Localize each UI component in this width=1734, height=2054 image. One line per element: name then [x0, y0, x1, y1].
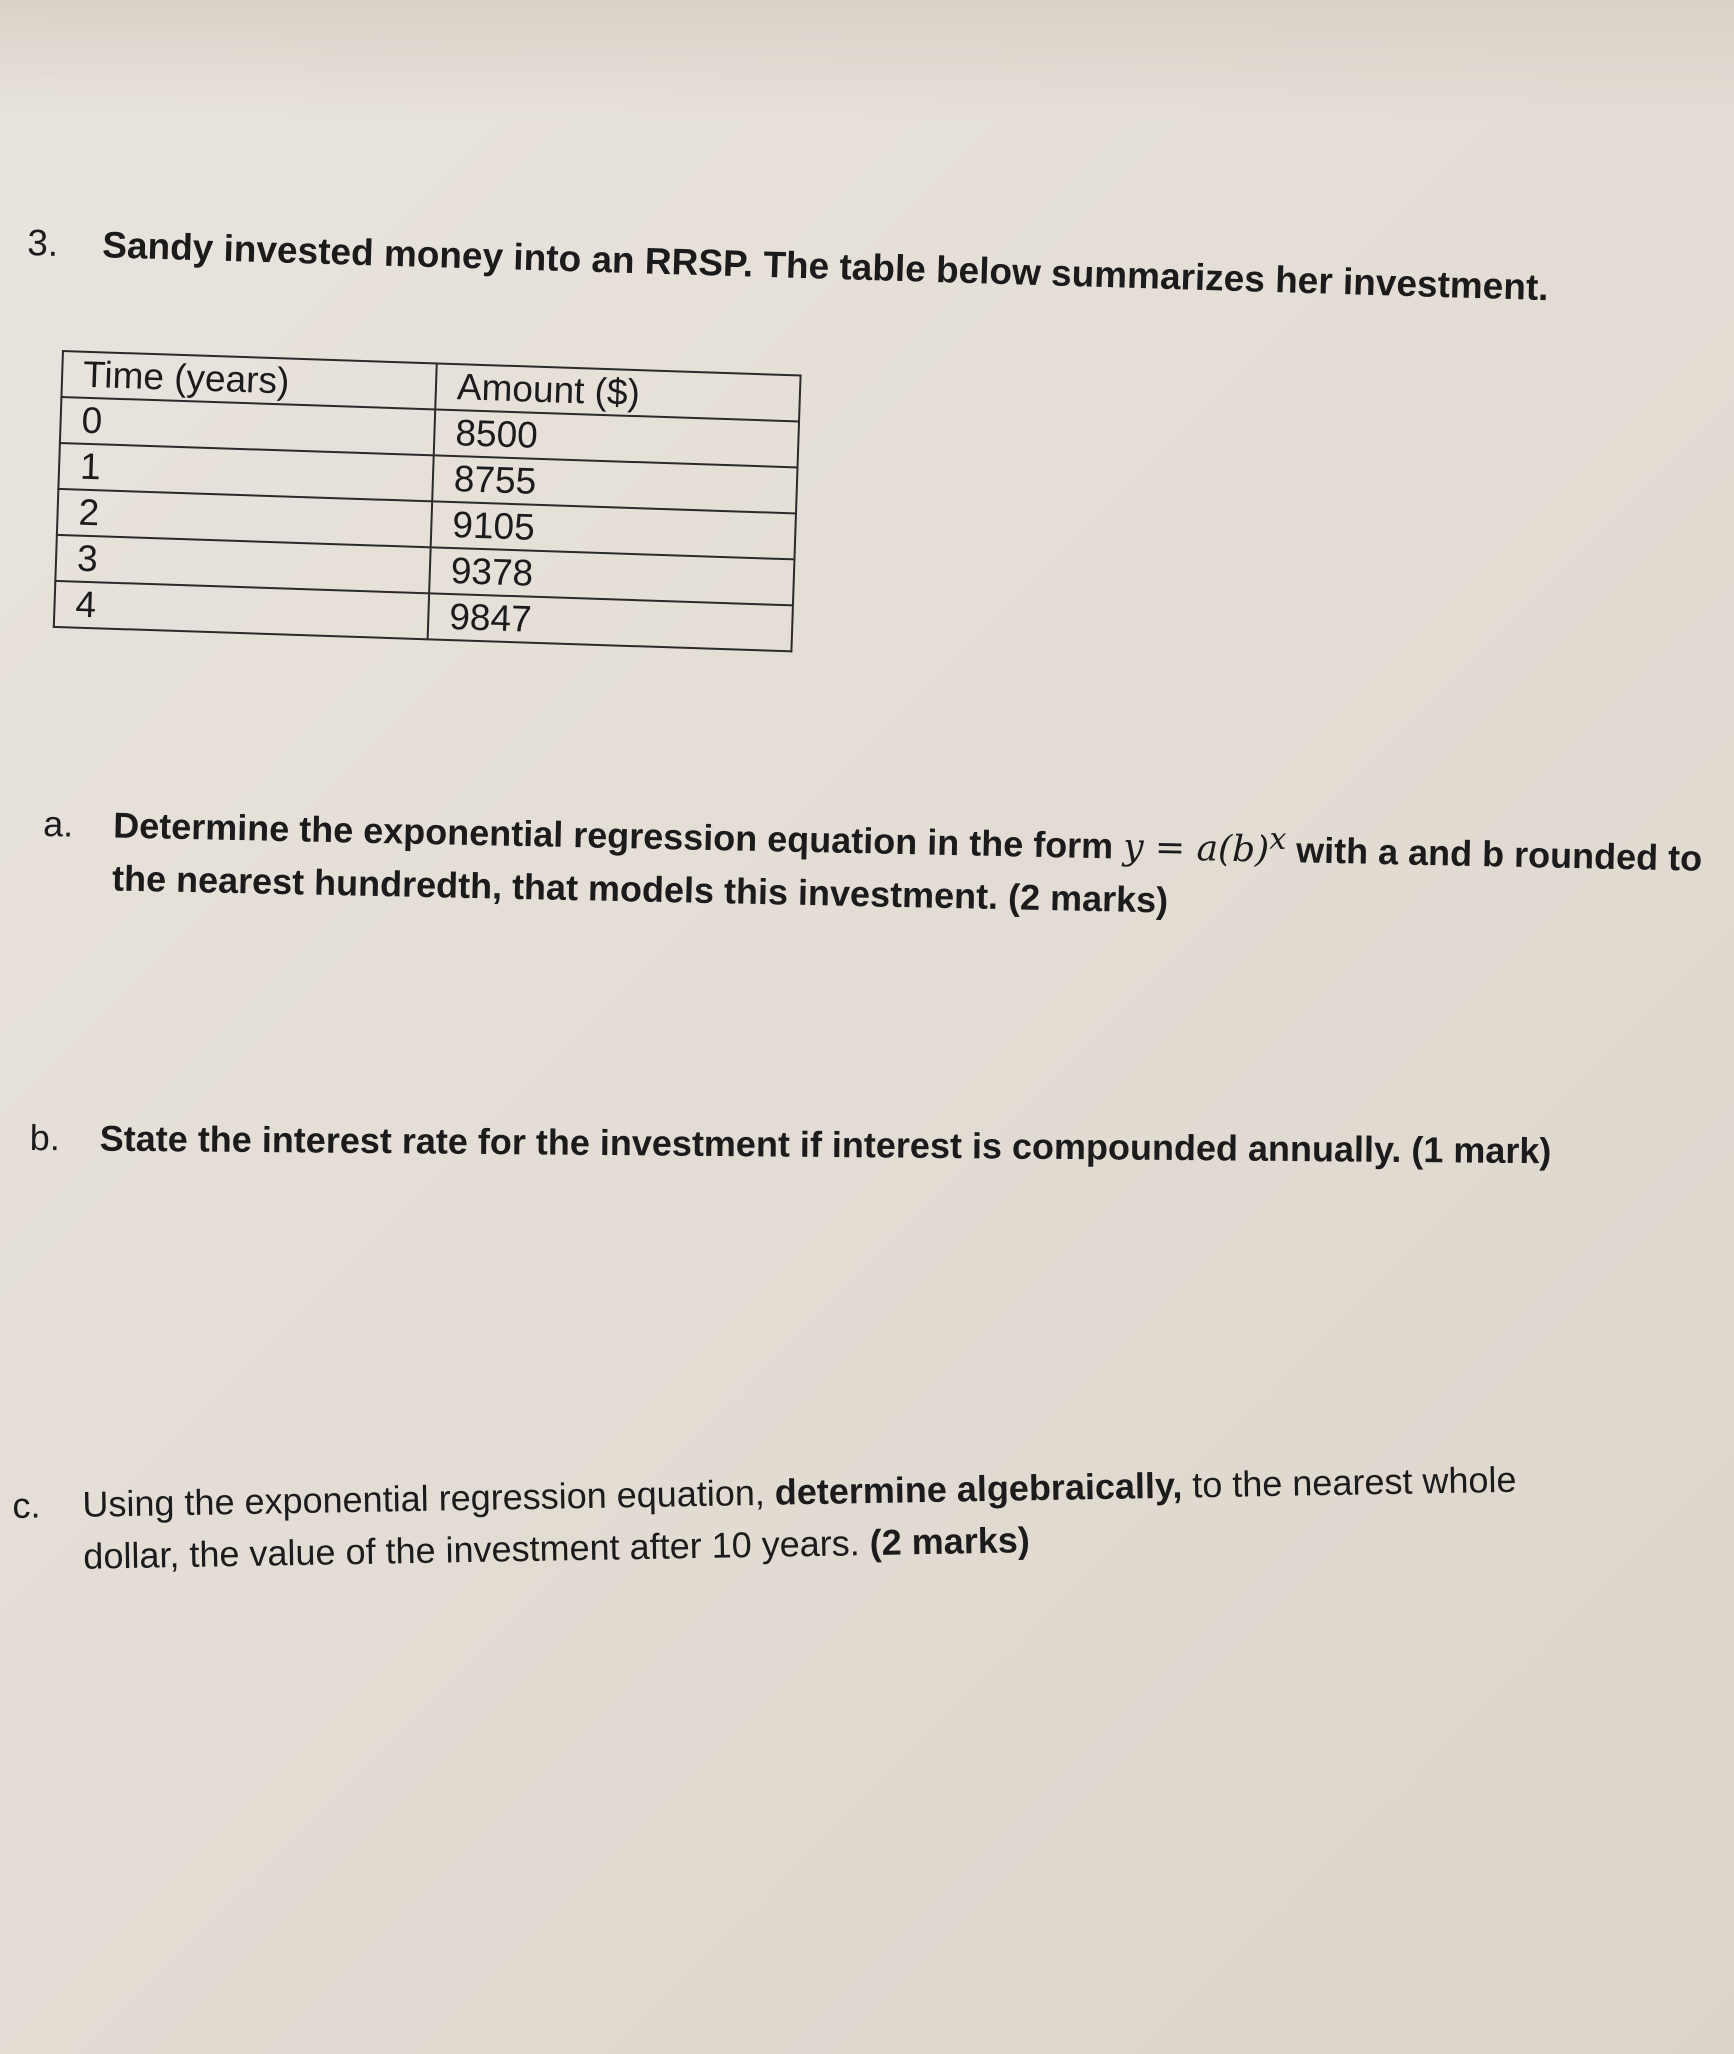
equation-base: y = a(b) — [1122, 826, 1270, 871]
question-text: Sandy invested money into an RRSP. The table below summarizes her investment. — [101, 224, 1550, 309]
table-cell-amount: 9105 — [431, 501, 796, 559]
page-shadow — [0, 0, 1734, 120]
part-c-emphasis: determine algebraically, — [774, 1464, 1183, 1513]
part-a-var-a: a — [1377, 830, 1399, 873]
part-a-text-2: with — [1295, 829, 1369, 872]
part-c-text-1: Using the exponential regression equation, — [82, 1471, 766, 1525]
part-c-text-2: to the nearest whole — [1191, 1458, 1517, 1506]
part-c-line-2-text: dollar, the value of the investment after 10 years. — [82, 1522, 861, 1577]
table-cell-time: 4 — [54, 581, 429, 639]
table-header-amount: Amount ($) — [435, 363, 800, 421]
part-a-var-b: b — [1481, 833, 1505, 875]
part-b-letter: b. — [29, 1116, 60, 1159]
part-a-text-3: and — [1407, 831, 1473, 874]
part-c — [12, 1450, 1734, 1584]
part-a-line-2-text: the nearest hundredth, that models this investment. — [111, 857, 999, 917]
table-cell-amount: 8755 — [432, 455, 797, 513]
table-cell-time: 3 — [55, 535, 430, 593]
table-cell-amount: 9847 — [428, 593, 793, 651]
part-a — [42, 788, 1724, 938]
table-cell-time: 1 — [58, 443, 433, 501]
part-b — [30, 1112, 1710, 1179]
part-b-marks: (1 mark) — [1411, 1129, 1552, 1172]
investment-table — [53, 350, 802, 652]
part-a-text-1: Determine the exponential regression equation in the form — [112, 804, 1114, 867]
part-c-marks: (2 marks) — [869, 1519, 1031, 1564]
part-a-letter: a. — [42, 802, 74, 845]
part-a-text-4: rounded to — [1513, 833, 1703, 879]
equation-exponent: x — [1269, 821, 1287, 858]
table-cell-time: 2 — [57, 489, 432, 547]
part-c-letter: c. — [12, 1484, 41, 1526]
question-header — [26, 222, 1550, 309]
question-number: 3. — [26, 222, 59, 264]
part-a-equation — [1122, 821, 1287, 871]
table-cell-amount: 8500 — [434, 409, 799, 467]
table-cell-amount: 9378 — [429, 547, 794, 605]
table-header-time: Time (years) — [61, 351, 436, 409]
part-b-text: State the interest rate for the investment if interest is compounded annually. — [99, 1117, 1402, 1170]
table-cell-time: 0 — [60, 397, 435, 455]
part-a-marks: (2 marks) — [1007, 876, 1169, 921]
